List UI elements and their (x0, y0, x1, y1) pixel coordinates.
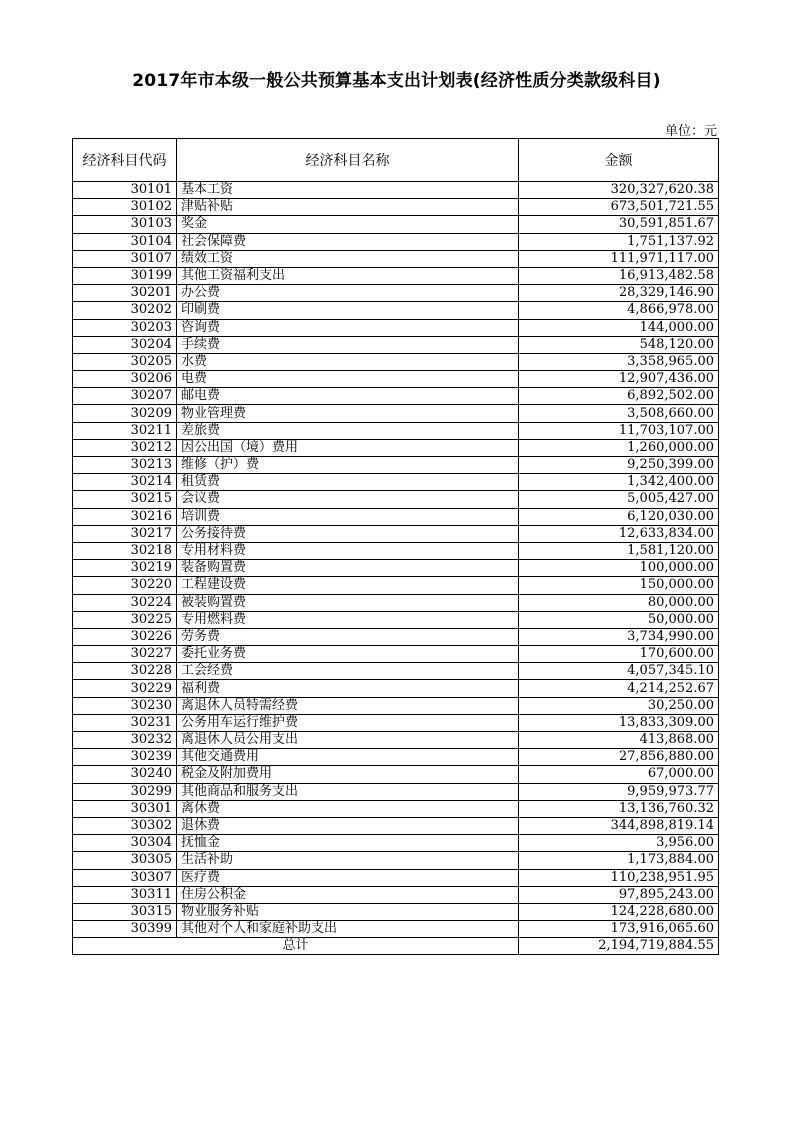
name-cell: 公务用车运行维护费 (177, 714, 519, 731)
name-cell: 被装购置费 (177, 594, 519, 611)
name-cell: 津贴补贴 (177, 199, 519, 216)
name-cell: 水费 (177, 353, 519, 370)
table-row (73, 921, 719, 938)
name-cell: 专用燃料费 (177, 611, 519, 628)
header-name: 经济科目名称 (177, 139, 519, 182)
table-row (73, 577, 719, 594)
name-cell: 福利费 (177, 680, 519, 697)
code-cell: 30302 (73, 817, 177, 834)
name-cell: 印刷费 (177, 302, 519, 319)
table-row (73, 491, 719, 508)
amount-cell: 100,000.00 (519, 560, 719, 577)
code-cell: 30301 (73, 800, 177, 817)
amount-cell: 3,956.00 (519, 835, 719, 852)
name-cell: 其他交通费用 (177, 749, 519, 766)
name-cell: 电费 (177, 371, 519, 388)
code-cell: 30299 (73, 783, 177, 800)
table-row (73, 353, 719, 370)
total-label: 总计 (73, 938, 519, 955)
name-cell: 办公费 (177, 285, 519, 302)
amount-cell: 124,228,680.00 (519, 903, 719, 920)
total-row (73, 938, 719, 955)
name-cell: 维修（护）费 (177, 457, 519, 474)
table-row (73, 886, 719, 903)
name-cell: 差旅费 (177, 422, 519, 439)
amount-cell: 12,633,834.00 (519, 525, 719, 542)
name-cell: 工会经费 (177, 663, 519, 680)
amount-cell: 173,916,065.60 (519, 921, 719, 938)
name-cell: 劳务费 (177, 628, 519, 645)
code-cell: 30104 (73, 233, 177, 250)
amount-cell: 12,907,436.00 (519, 371, 719, 388)
code-cell: 30201 (73, 285, 177, 302)
code-cell: 30229 (73, 680, 177, 697)
name-cell: 离休费 (177, 800, 519, 817)
amount-cell: 67,000.00 (519, 766, 719, 783)
table-row (73, 250, 719, 267)
table-row (73, 800, 719, 817)
name-cell: 手续费 (177, 336, 519, 353)
code-cell: 30307 (73, 869, 177, 886)
amount-cell: 1,581,120.00 (519, 542, 719, 559)
amount-cell: 6,892,502.00 (519, 388, 719, 405)
table-row (73, 422, 719, 439)
code-cell: 30224 (73, 594, 177, 611)
table-row (73, 783, 719, 800)
amount-cell: 28,329,146.90 (519, 285, 719, 302)
name-cell: 工程建设费 (177, 577, 519, 594)
name-cell: 其他对个人和家庭补助支出 (177, 921, 519, 938)
code-cell: 30215 (73, 491, 177, 508)
name-cell: 退休费 (177, 817, 519, 834)
table-row (73, 302, 719, 319)
amount-cell: 13,833,309.00 (519, 714, 719, 731)
amount-cell: 9,250,399.00 (519, 457, 719, 474)
table-row (73, 336, 719, 353)
name-cell: 会议费 (177, 491, 519, 508)
code-cell: 30240 (73, 766, 177, 783)
page-title: 2017年市本级一般公共预算基本支出计划表(经济性质分类款级科目) (132, 71, 661, 91)
header-code: 经济科目代码 (73, 139, 177, 182)
amount-cell: 110,238,951.95 (519, 869, 719, 886)
code-cell: 30207 (73, 388, 177, 405)
code-cell: 30217 (73, 525, 177, 542)
table-header-row (73, 139, 719, 182)
table-row (73, 611, 719, 628)
amount-cell: 673,501,721.55 (519, 199, 719, 216)
table-row (73, 285, 719, 302)
table-row (73, 714, 719, 731)
table-row (73, 594, 719, 611)
code-cell: 30305 (73, 852, 177, 869)
table-row (73, 525, 719, 542)
table-row (73, 628, 719, 645)
table-row (73, 835, 719, 852)
code-cell: 30199 (73, 267, 177, 284)
table-row (73, 732, 719, 749)
unit-label: 单位：元 (664, 124, 717, 139)
name-cell: 社会保障费 (177, 233, 519, 250)
code-cell: 30214 (73, 474, 177, 491)
amount-cell: 3,508,660.00 (519, 405, 719, 422)
name-cell: 医疗费 (177, 869, 519, 886)
table-row (73, 903, 719, 920)
table-row (73, 267, 719, 284)
name-cell: 其他商品和服务支出 (177, 783, 519, 800)
amount-cell: 11,703,107.00 (519, 422, 719, 439)
code-cell: 30213 (73, 457, 177, 474)
table-row (73, 680, 719, 697)
code-cell: 30304 (73, 835, 177, 852)
code-cell: 30211 (73, 422, 177, 439)
amount-cell: 170,600.00 (519, 646, 719, 663)
amount-cell: 1,342,400.00 (519, 474, 719, 491)
table-row (73, 869, 719, 886)
amount-cell: 97,895,243.00 (519, 886, 719, 903)
amount-cell: 27,856,880.00 (519, 749, 719, 766)
code-cell: 30232 (73, 732, 177, 749)
code-cell: 30203 (73, 319, 177, 336)
code-cell: 30220 (73, 577, 177, 594)
table-row (73, 439, 719, 456)
table-row (73, 766, 719, 783)
code-cell: 30239 (73, 749, 177, 766)
code-cell: 30230 (73, 697, 177, 714)
amount-cell: 4,866,978.00 (519, 302, 719, 319)
amount-cell: 548,120.00 (519, 336, 719, 353)
code-cell: 30209 (73, 405, 177, 422)
name-cell: 物业管理费 (177, 405, 519, 422)
amount-cell: 413,868.00 (519, 732, 719, 749)
name-cell: 委托业务费 (177, 646, 519, 663)
table-row (73, 199, 719, 216)
amount-cell: 16,913,482.58 (519, 267, 719, 284)
table-row (73, 405, 719, 422)
table-row (73, 852, 719, 869)
amount-cell: 4,057,345.10 (519, 663, 719, 680)
code-cell: 30219 (73, 560, 177, 577)
amount-cell: 1,173,884.00 (519, 852, 719, 869)
table-row (73, 542, 719, 559)
code-cell: 30218 (73, 542, 177, 559)
name-cell: 其他工资福利支出 (177, 267, 519, 284)
table-row (73, 216, 719, 233)
header-amount: 金额 (519, 139, 719, 182)
amount-cell: 1,751,137.92 (519, 233, 719, 250)
amount-cell: 13,136,760.32 (519, 800, 719, 817)
code-cell: 30103 (73, 216, 177, 233)
name-cell: 抚恤金 (177, 835, 519, 852)
name-cell: 培训费 (177, 508, 519, 525)
code-cell: 30216 (73, 508, 177, 525)
code-cell: 30231 (73, 714, 177, 731)
table-row (73, 817, 719, 834)
code-cell: 30206 (73, 371, 177, 388)
amount-cell: 30,591,851.67 (519, 216, 719, 233)
name-cell: 装备购置费 (177, 560, 519, 577)
name-cell: 因公出国（境）费用 (177, 439, 519, 456)
table-row (73, 457, 719, 474)
code-cell: 30204 (73, 336, 177, 353)
name-cell: 绩效工资 (177, 250, 519, 267)
name-cell: 生活补助 (177, 852, 519, 869)
code-cell: 30227 (73, 646, 177, 663)
table-row (73, 663, 719, 680)
table-row (73, 233, 719, 250)
amount-cell: 50,000.00 (519, 611, 719, 628)
code-cell: 30101 (73, 182, 177, 199)
code-cell: 30399 (73, 921, 177, 938)
amount-cell: 1,260,000.00 (519, 439, 719, 456)
name-cell: 税金及附加费用 (177, 766, 519, 783)
amount-cell: 80,000.00 (519, 594, 719, 611)
amount-cell: 3,734,990.00 (519, 628, 719, 645)
amount-cell: 6,120,030.00 (519, 508, 719, 525)
amount-cell: 3,358,965.00 (519, 353, 719, 370)
code-cell: 30107 (73, 250, 177, 267)
amount-cell: 111,971,117.00 (519, 250, 719, 267)
total-amount: 2,194,719,884.55 (519, 938, 719, 955)
table-row (73, 697, 719, 714)
name-cell: 租赁费 (177, 474, 519, 491)
code-cell: 30228 (73, 663, 177, 680)
table-row (73, 474, 719, 491)
amount-cell: 344,898,819.14 (519, 817, 719, 834)
table-row (73, 182, 719, 199)
name-cell: 住房公积金 (177, 886, 519, 903)
name-cell: 物业服务补贴 (177, 903, 519, 920)
code-cell: 30225 (73, 611, 177, 628)
amount-cell: 9,959,973.77 (519, 783, 719, 800)
amount-cell: 150,000.00 (519, 577, 719, 594)
amount-cell: 5,005,427.00 (519, 491, 719, 508)
name-cell: 奖金 (177, 216, 519, 233)
name-cell: 离退休人员特需经费 (177, 697, 519, 714)
amount-cell: 30,250.00 (519, 697, 719, 714)
code-cell: 30212 (73, 439, 177, 456)
table-row (73, 388, 719, 405)
code-cell: 30102 (73, 199, 177, 216)
name-cell: 咨询费 (177, 319, 519, 336)
name-cell: 基本工资 (177, 182, 519, 199)
code-cell: 30226 (73, 628, 177, 645)
code-cell: 30202 (73, 302, 177, 319)
table-row (73, 560, 719, 577)
name-cell: 邮电费 (177, 388, 519, 405)
table-row (73, 646, 719, 663)
table-row (73, 508, 719, 525)
name-cell: 离退休人员公用支出 (177, 732, 519, 749)
name-cell: 公务接待费 (177, 525, 519, 542)
table-row (73, 319, 719, 336)
code-cell: 30315 (73, 903, 177, 920)
amount-cell: 144,000.00 (519, 319, 719, 336)
table-row (73, 749, 719, 766)
code-cell: 30311 (73, 886, 177, 903)
amount-cell: 320,327,620.38 (519, 182, 719, 199)
amount-cell: 4,214,252.67 (519, 680, 719, 697)
code-cell: 30205 (73, 353, 177, 370)
budget-table (72, 138, 719, 955)
name-cell: 专用材料费 (177, 542, 519, 559)
table-row (73, 371, 719, 388)
